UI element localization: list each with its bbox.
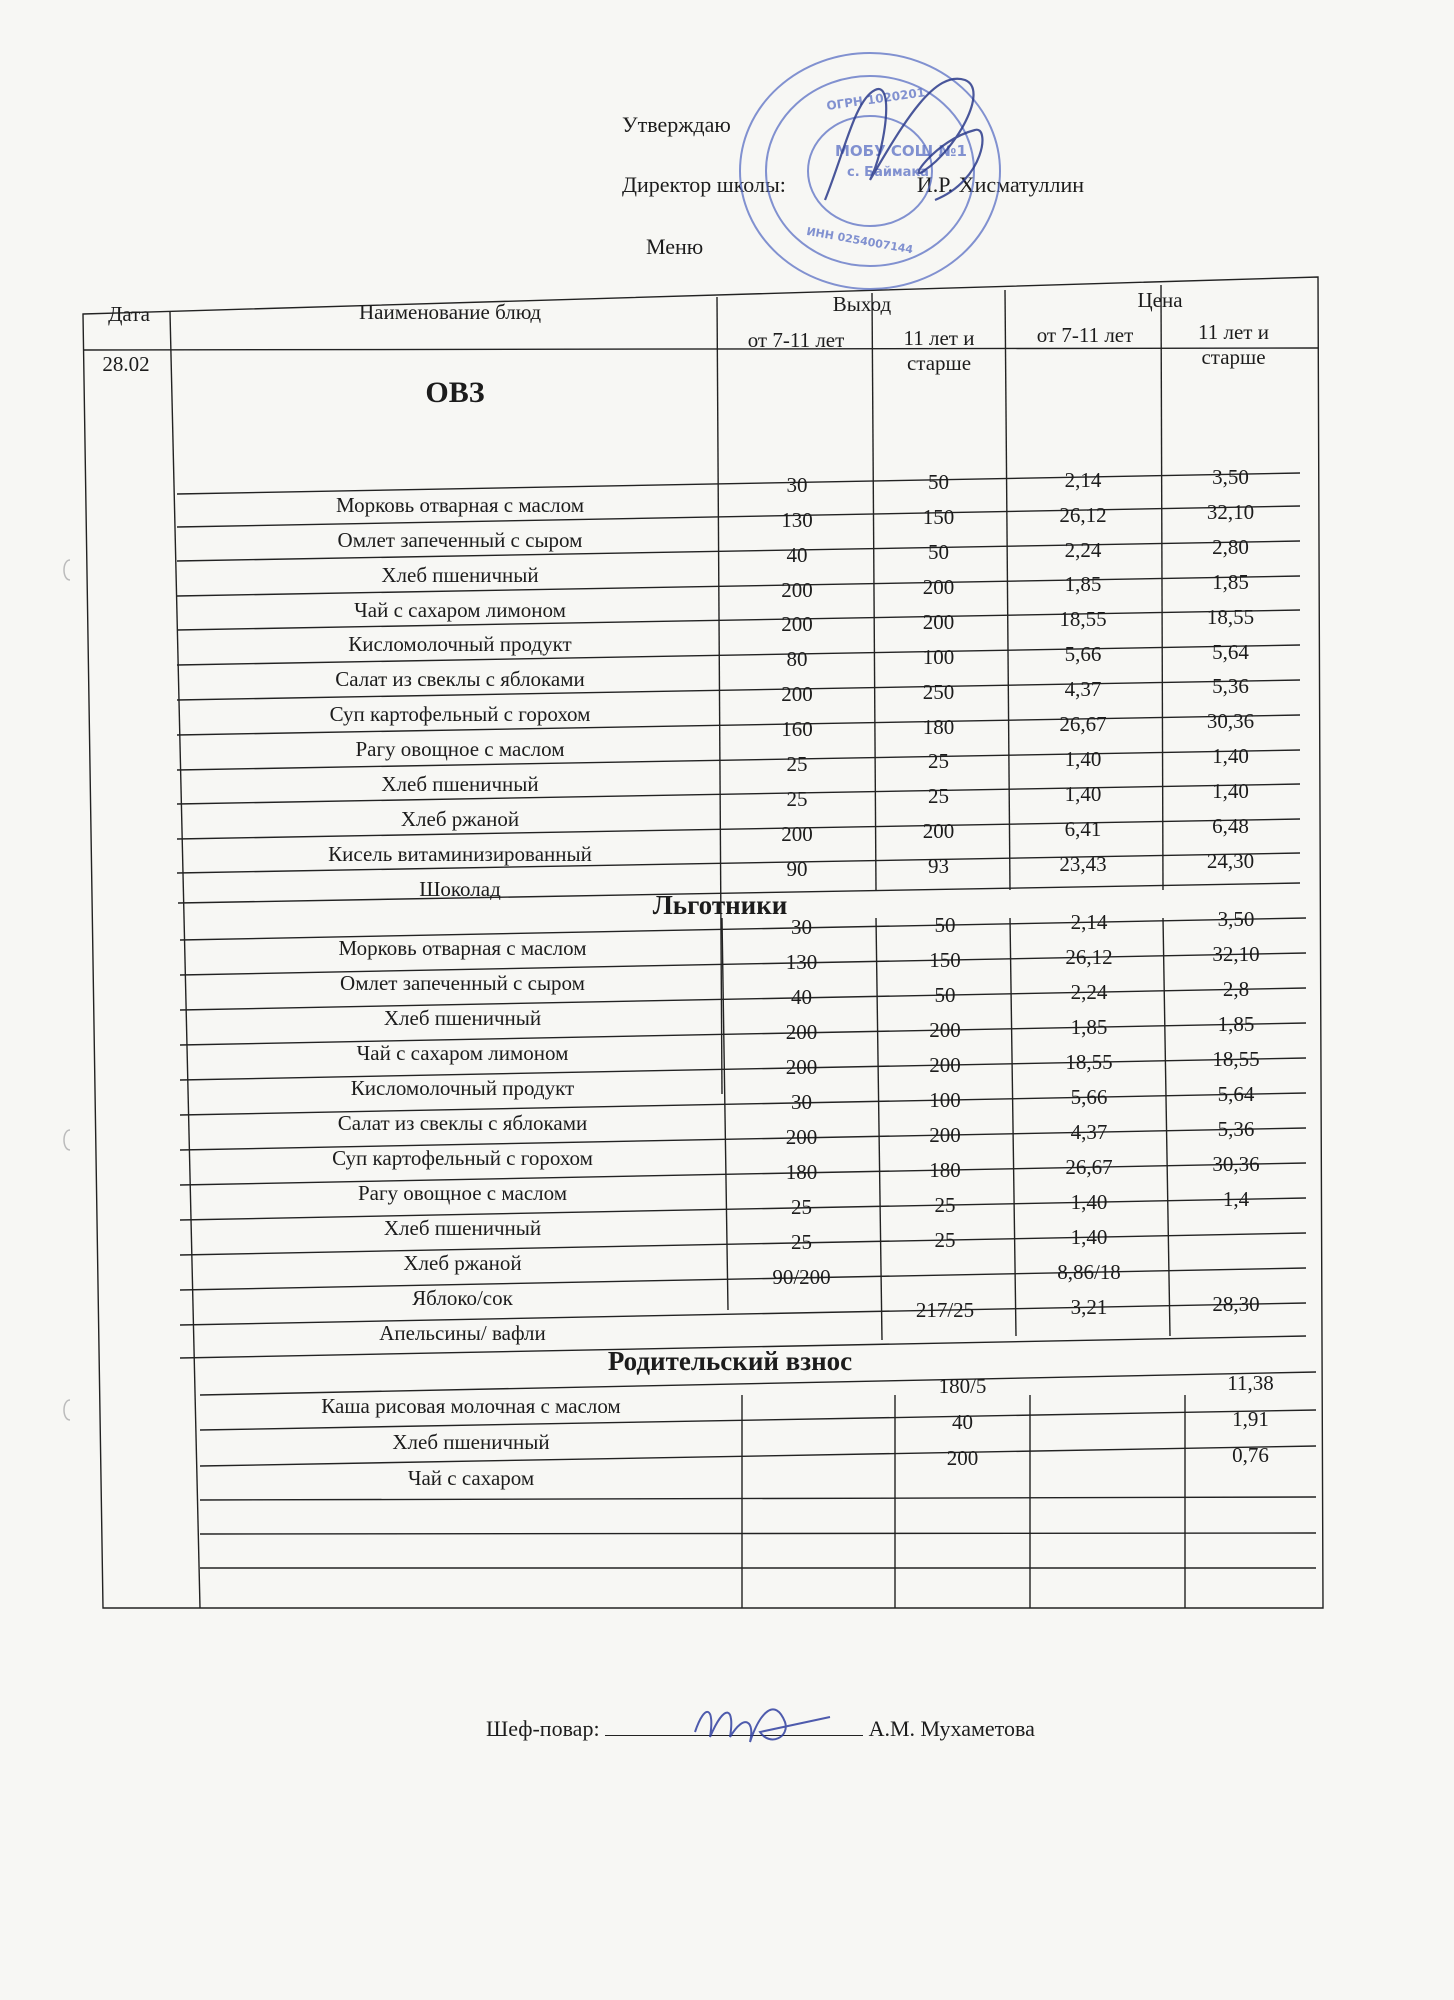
header-price-young: от 7-11 лет <box>1036 323 1134 347</box>
chef-signature <box>690 1692 840 1752</box>
row-yield-young: 180 <box>785 1160 818 1185</box>
row-price-older: 3,50 <box>1217 906 1255 931</box>
row-yield-young: 200 <box>781 821 813 846</box>
row-dish: Шоколад <box>419 876 501 901</box>
row-dish: Каша рисовая молочная с маслом <box>321 1394 621 1419</box>
row-yield-young: 30 <box>791 915 812 940</box>
row-price-older: 18,55 <box>1206 604 1255 629</box>
row-yield-young: 90 <box>786 856 808 881</box>
row-yield-older: 100 <box>929 1087 961 1112</box>
row-yield-older: 25 <box>934 1227 956 1252</box>
header-yield-older: 11 лет и старше <box>903 326 975 375</box>
row-yield-young: 40 <box>791 985 812 1010</box>
row-price-older: 1,40 <box>1212 744 1249 769</box>
row-price-older: 2,8 <box>1222 976 1250 1001</box>
row-dish: Кисломолочный продукт <box>350 1075 575 1100</box>
row-dish: Чай с сахаром лимоном <box>356 1040 569 1065</box>
row-yield-older: 40 <box>952 1410 973 1435</box>
row-yield-young: 160 <box>781 717 813 742</box>
director-signature <box>815 60 1005 220</box>
chef-label: Шеф-повар: <box>486 1716 600 1741</box>
row-yield-older: 150 <box>922 505 955 530</box>
row-price-young: 1,40 <box>1064 746 1102 771</box>
row-yield-older: 25 <box>928 749 949 774</box>
row-price-young: 18,55 <box>1059 607 1107 632</box>
header-date: Дата <box>108 302 150 326</box>
row-price-young: 1,40 <box>1070 1189 1108 1214</box>
date-cell: 28.02 <box>102 352 150 376</box>
row-dish: Салат из свеклы с яблоками <box>337 1110 588 1135</box>
row-dish: Суп картофельный с горохом <box>332 1145 593 1170</box>
row-yield-young: 25 <box>786 752 808 776</box>
row-price-young: 4,37 <box>1070 1119 1108 1144</box>
menu-title: Меню <box>646 234 704 259</box>
row-price-young: 26,67 <box>1065 1154 1113 1179</box>
chef-name: А.М. Мухаметова <box>868 1716 1035 1741</box>
approval-label: Утверждаю <box>622 112 731 137</box>
row-yield-older: 50 <box>928 470 949 495</box>
row-price-young: 3,21 <box>1070 1294 1108 1319</box>
row-yield-older: 180/5 <box>938 1374 987 1399</box>
header-yield: Выход <box>832 292 892 316</box>
row-yield-young: 90/200 <box>772 1265 831 1290</box>
row-price-young: 1,40 <box>1070 1224 1108 1249</box>
row-dish: Хлеб пшеничный <box>381 562 539 587</box>
row-price-older: 2,80 <box>1212 534 1249 559</box>
row-price-young: 26,67 <box>1059 712 1107 737</box>
row-dish: Яблоко/сок <box>412 1285 513 1310</box>
row-yield-older: 25 <box>934 1192 956 1217</box>
row-price-older: 6,48 <box>1212 814 1249 839</box>
row-yield-older: 200 <box>922 574 955 599</box>
row-yield-older: 200 <box>929 1052 961 1077</box>
row-dish: Чай с сахаром <box>407 1466 535 1491</box>
row-price-older: 1,4 <box>1222 1186 1250 1211</box>
row-price-young: 8,86/18 <box>1057 1259 1121 1284</box>
row-price-young: 2,14 <box>1064 467 1102 492</box>
row-yield-young: 25 <box>791 1230 812 1255</box>
row-dish: Рагу овощное с маслом <box>355 737 565 762</box>
row-yield-older: 93 <box>928 854 949 879</box>
director-name: И.Р. Хисматуллин <box>916 172 1085 197</box>
row-dish: Морковь отварная с маслом <box>335 492 585 517</box>
row-price-older: 3,50 <box>1212 465 1249 490</box>
row-dish: Хлеб пшеничный <box>383 1215 542 1240</box>
row-price-older: 5,36 <box>1212 674 1249 699</box>
row-yield-older: 50 <box>934 912 956 937</box>
stamp-inn: ИНН 0254007144 <box>805 224 915 257</box>
row-yield-older: 100 <box>922 644 955 669</box>
row-dish: Морковь отварная с маслом <box>338 935 587 960</box>
row-price-older: 5,64 <box>1217 1081 1255 1106</box>
row-yield-young: 80 <box>786 647 808 672</box>
row-yield-older: 50 <box>928 540 949 565</box>
row-price-older: 30,36 <box>1206 709 1255 734</box>
row-price-older: 0,76 <box>1232 1442 1269 1467</box>
row-yield-young: 200 <box>781 577 813 602</box>
row-dish: Омлет запеченный с сыром <box>340 970 585 995</box>
row-yield-young: 40 <box>786 542 808 567</box>
row-yield-young: 200 <box>781 682 813 707</box>
section-title-parents: Родительский взнос <box>607 1346 853 1376</box>
row-price-older: 1,85 <box>1217 1011 1255 1036</box>
row-price-older: 11,38 <box>1227 1370 1274 1395</box>
row-price-young: 1,85 <box>1070 1014 1108 1039</box>
row-yield-older: 217/25 <box>915 1297 975 1322</box>
stamp-ogrn: ОГРН 1020201 <box>825 85 926 113</box>
row-price-older: 5,64 <box>1212 639 1249 664</box>
row-price-older: 32,10 <box>1212 941 1260 966</box>
row-price-older: 1,91 <box>1232 1406 1269 1431</box>
row-yield-young: 130 <box>781 507 813 532</box>
row-dish: Хлеб пшеничный <box>392 1430 550 1455</box>
binder-holes <box>45 540 95 1440</box>
row-dish: Омлет запеченный с сыром <box>337 527 583 552</box>
section-title-lgotniki: Льготники <box>652 890 788 920</box>
row-yield-young: 200 <box>785 1055 818 1080</box>
row-price-older: 1,40 <box>1212 779 1249 804</box>
row-price-young: 23,43 <box>1059 851 1107 876</box>
row-yield-older: 200 <box>929 1017 961 1042</box>
row-price-young: 4,37 <box>1064 677 1102 702</box>
row-dish: Рагу овощное с маслом <box>357 1180 568 1205</box>
row-yield-young: 30 <box>791 1090 812 1115</box>
row-price-older: 32,10 <box>1206 499 1255 524</box>
row-price-older: 24,30 <box>1206 848 1255 873</box>
row-yield-older: 25 <box>928 784 949 809</box>
header-price: Цена <box>1137 288 1183 312</box>
row-dish: Кисель витаминизированный <box>328 841 592 866</box>
row-price-young: 2,24 <box>1064 537 1102 562</box>
row-yield-older: 180 <box>929 1157 961 1182</box>
row-yield-young: 25 <box>791 1195 812 1220</box>
row-dish: Хлеб пшеничный <box>381 772 539 796</box>
row-price-young: 26,12 <box>1059 502 1107 527</box>
row-dish: Хлеб ржаной <box>400 806 520 831</box>
row-price-young: 5,66 <box>1070 1084 1108 1109</box>
row-price-young: 6,41 <box>1064 816 1102 841</box>
row-price-young: 2,24 <box>1070 979 1108 1004</box>
row-yield-older: 200 <box>922 609 955 634</box>
row-dish: Салат из свеклы с яблоками <box>335 667 585 692</box>
director-label: Директор школы: <box>622 172 786 197</box>
row-dish: Кисломолочный продукт <box>348 632 572 657</box>
row-yield-older: 250 <box>922 679 955 704</box>
row-price-older: 1,85 <box>1212 569 1249 594</box>
row-dish: Хлеб пшеничный <box>383 1005 542 1030</box>
row-price-older: 5,36 <box>1217 1116 1255 1141</box>
stamp-school: МОБУ СОШ №1 <box>835 142 967 160</box>
row-yield-young: 200 <box>781 612 813 637</box>
row-yield-older: 150 <box>929 947 961 972</box>
row-price-young: 1,40 <box>1064 781 1102 806</box>
row-price-young: 18,55 <box>1065 1049 1113 1074</box>
header-dish: Наименование блюд <box>358 300 542 324</box>
row-yield-older: 50 <box>934 982 956 1007</box>
stamp-village: с. Баймака <box>847 165 929 180</box>
row-dish: Хлеб ржаной <box>403 1250 522 1275</box>
row-yield-young: 25 <box>786 786 808 811</box>
row-dish: Чай с сахаром лимоном <box>354 597 566 622</box>
row-yield-young: 200 <box>785 1020 818 1045</box>
row-yield-young: 200 <box>785 1125 818 1150</box>
row-price-older: 30,36 <box>1212 1151 1260 1176</box>
row-dish: Апельсины/ вафли <box>379 1320 546 1345</box>
row-yield-older: 200 <box>922 819 955 844</box>
row-yield-older: 200 <box>946 1446 979 1471</box>
row-price-young: 1,85 <box>1064 572 1102 597</box>
row-yield-young: 130 <box>785 950 818 975</box>
row-price-older: 28,30 <box>1212 1291 1260 1316</box>
row-yield-older: 180 <box>922 714 955 739</box>
row-price-older: 18,55 <box>1212 1046 1260 1071</box>
row-price-young: 5,66 <box>1064 642 1102 667</box>
row-yield-young: 30 <box>786 472 808 497</box>
header-price-older: 11 лет и старше <box>1198 320 1269 369</box>
section-title-ovz: ОВЗ <box>425 376 485 409</box>
header-yield-young: от 7-11 лет <box>747 328 845 352</box>
row-price-young: 2,14 <box>1070 909 1108 934</box>
row-price-young: 26,12 <box>1065 944 1113 969</box>
row-dish: Суп картофельный с горохом <box>329 702 591 727</box>
row-yield-older: 200 <box>929 1122 961 1147</box>
